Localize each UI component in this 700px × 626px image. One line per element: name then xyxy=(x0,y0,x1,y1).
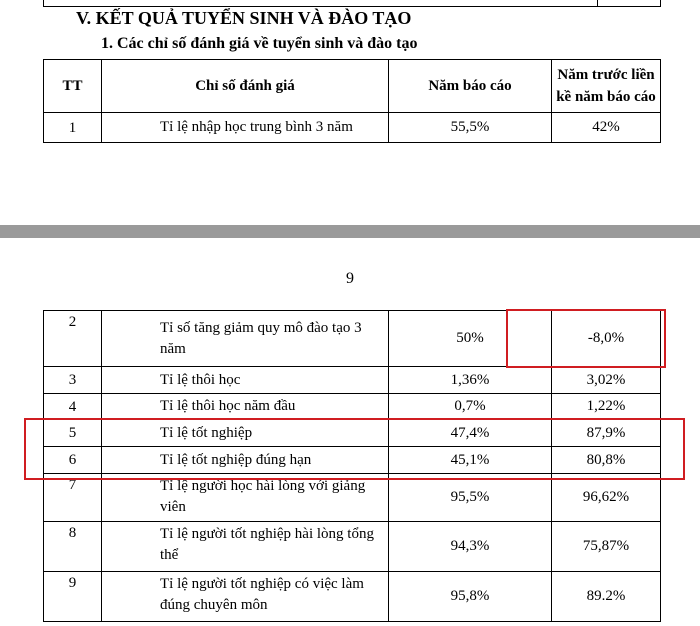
table-row xyxy=(44,113,661,143)
highlight-box-scale-change xyxy=(506,309,666,368)
table-row xyxy=(44,522,661,572)
header-tt: TT xyxy=(44,60,102,113)
cell-report-year: 55,5% xyxy=(389,113,552,143)
cell-report-year: 47,4% xyxy=(389,420,552,447)
previous-table-edge xyxy=(43,0,661,7)
table-row xyxy=(44,367,661,394)
cell-previous-year: 3,02% xyxy=(552,367,661,394)
cell-previous-year: 75,87% xyxy=(552,522,661,572)
cell-tt: 2 xyxy=(44,311,102,367)
cell-tt: 3 xyxy=(44,367,102,394)
page-break-band xyxy=(0,225,700,238)
cell-report-year: 95,8% xyxy=(389,572,552,622)
cell-previous-year: -8,0% xyxy=(552,311,661,367)
cell-indicator: Tỉ lệ người tốt nghiệp có việc làm đúng chuyên môn xyxy=(102,572,389,622)
cell-tt: 7 xyxy=(44,474,102,522)
cell-previous-year: 87,9% xyxy=(552,420,661,447)
cell-previous-year: 89.2% xyxy=(552,572,661,622)
cell-tt: 1 xyxy=(44,113,102,143)
page-number: 9 xyxy=(346,270,354,287)
cell-report-year: 45,1% xyxy=(389,447,552,474)
section-heading: V. KẾT QUẢ TUYỂN SINH VÀ ĐÀO TẠO xyxy=(76,8,412,28)
subsection-heading: 1. Các chỉ số đánh giá về tuyển sinh và đào tạo xyxy=(101,35,418,52)
cell-indicator: Tỉ lệ tốt nghiệp đúng hạn xyxy=(102,447,389,474)
table-header-row xyxy=(44,60,661,113)
cell-tt: 9 xyxy=(44,572,102,622)
cell-indicator: Tỉ lệ người tốt nghiệp hài lòng tổng thể xyxy=(102,522,389,572)
cell-indicator: Tỉ lệ người học hài lòng với giảng viên xyxy=(102,474,389,522)
cell-indicator: Tỉ lệ thôi học xyxy=(102,367,389,394)
cell-report-year: 0,7% xyxy=(389,394,552,420)
cell-previous-year: 1,22% xyxy=(552,394,661,420)
cell-previous-year: 80,8% xyxy=(552,447,661,474)
cell-report-year: 1,36% xyxy=(389,367,552,394)
table-row xyxy=(44,394,661,420)
cell-report-year: 94,3% xyxy=(389,522,552,572)
cell-tt: 8 xyxy=(44,522,102,572)
table-row xyxy=(44,474,661,522)
cell-tt: 5 xyxy=(44,420,102,447)
cell-indicator: Tỉ số tăng giảm quy mô đào tạo 3 năm xyxy=(102,311,389,367)
header-previous-year-line1: Năm trước liền xyxy=(557,67,655,83)
cell-report-year: 95,5% xyxy=(389,474,552,522)
cell-previous-year: 42% xyxy=(552,113,661,143)
header-report-year: Năm báo cáo xyxy=(389,60,552,113)
indicators-table-part1 xyxy=(43,59,661,143)
table-row xyxy=(44,572,661,622)
cell-indicator: Tỉ lệ tốt nghiệp xyxy=(102,420,389,447)
header-previous-year-line2: kề năm báo cáo xyxy=(556,89,656,105)
header-previous-year xyxy=(552,60,661,113)
cell-report-year: 50% xyxy=(389,311,552,367)
header-indicator: Chỉ số đánh giá xyxy=(102,60,389,113)
cell-indicator: Tỉ lệ nhập học trung bình 3 năm xyxy=(102,113,389,143)
cell-indicator: Tỉ lệ thôi học năm đầu xyxy=(102,394,389,420)
cell-tt: 6 xyxy=(44,447,102,474)
cell-tt: 4 xyxy=(44,394,102,420)
cell-previous-year: 96,62% xyxy=(552,474,661,522)
highlight-box-graduation-rows xyxy=(24,418,685,480)
